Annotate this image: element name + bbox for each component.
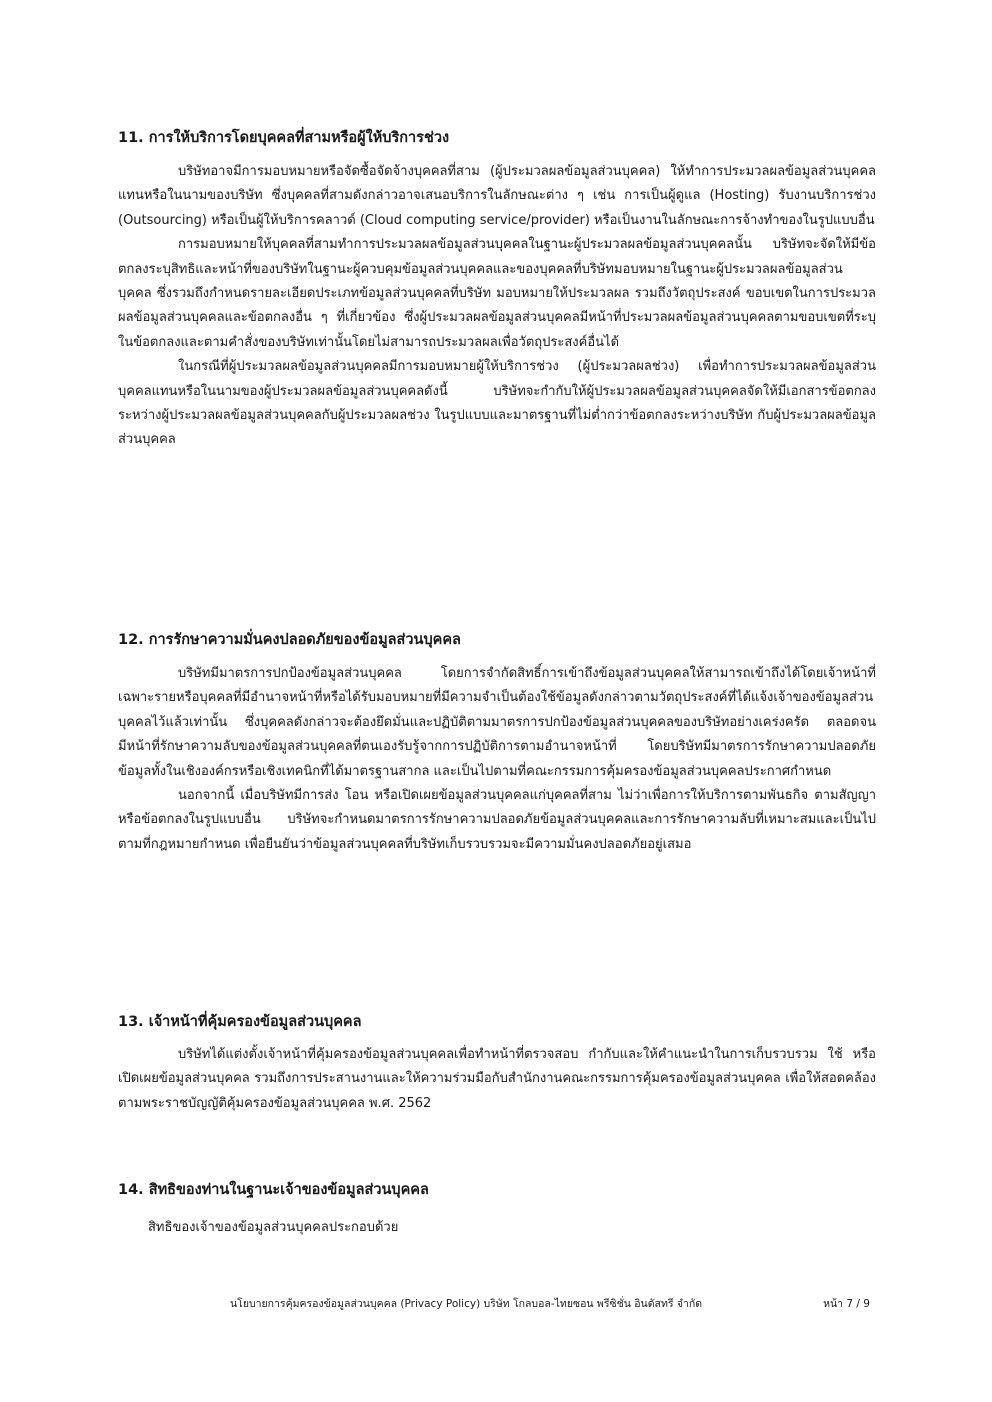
section-12 <box>118 630 876 857</box>
section-13 <box>118 1012 876 1116</box>
section-11 <box>118 128 876 453</box>
footer-document-title: นโยบายการคุ้มครองข้อมูลส่วนบุคคล (Privacy Policy) บริษัท โกลบอล-ไทยซอน พรีซิชั่น อินดัสทรี จำกัด <box>230 1298 703 1310</box>
paragraph: บริษัทมีมาตรการปกป้องข้อมูลส่วนบุคคล โดยการจำกัดสิทธิ์การเข้าถึงข้อมูลส่วนบุคคลให้สามารถเข้าถึงได้โดยเจ้าหน้าที่เฉพาะรายหรือบุคคลที่มีอำนาจหน้าที่หรือได้รับมอบหมายที่มีความจำเป็นต้องใช้ข้อมูลดังกล่าวตามวัตถุประสงค์ที่ได้แจ้งเจ้าของข้อมูลส่วนบุคคลไว้แล้วเท่านั้น ซึ่งบุคคลดังกล่าวจะต้องยึดมั่นและปฏิบัติตามมาตรการปกป้องข้อมูลส่วนบุคคลของบริษัทอย่างเคร่งครัด ตลอดจนมีหน้าที่รักษาความลับของข้อมูลส่วนบุคคลที่ตนเองรับรู้จากการปฏิบัติการตามอำนาจหน้าที่ โดยบริษัทมีมาตรการรักษาความปลอดภัยข้อมูลทั้งในเชิงองค์กรหรือเชิงเทคนิกที่ได้มาตรฐานสากล และเป็นไปตามที่คณะกรรมการคุ้มครองข้อมูลส่วนบุคคลประกาศกำหนด <box>118 666 876 779</box>
paragraph: นอกจากนี้ เมื่อบริษัทมีการส่ง โอน หรือเปิดเผยข้อมูลส่วนบุคคลแก่บุคคลที่สาม ไม่ว่าเพื่อการให้บริการตามพันธกิจ ตามสัญญา หรือข้อตกลงในรูปแบบอื่น บริษัทจะกำหนดมาตรการรักษาความปลอดภัยข้อมูลส่วนบุคคลและการรักษาความลับที่เหมาะสมและเป็นไปตามที่กฎหมายกำหนด เพื่อยืนยันว่าข้อมูลส่วนบุคคลที่บริษัทเก็บรวบรวมจะมีความมั่นคงปลอดภัยอยู่เสมอ <box>118 788 876 852</box>
section-heading: 14. สิทธิของท่านในฐานะเจ้าของข้อมูลส่วนบุคคล <box>118 1182 429 1198</box>
paragraph: บริษัทได้แต่งตั้งเจ้าหน้าที่คุ้มครองข้อมูลส่วนบุคคลเพื่อทำหน้าที่ตรวจสอบ กำกับและให้คำแนะนำในการเก็บรวบรวม ใช้ หรือเปิดเผยข้อมูลส่วนบุคคล รวมถึงการประสานงานและให้ความร่วมมือกับสำนักงานคณะกรรมการคุ้มครองข้อมูลส่วนบุคคล เพื่อให้สอดคล้องตามพระราชบัญญัติคุ้มครองข้อมูลส่วนบุคคล พ.ศ. 2562 <box>118 1047 876 1111</box>
paragraph: สิทธิของเจ้าของข้อมูลส่วนบุคคลประกอบด้วย <box>148 1220 399 1235</box>
section-heading: 11. การให้บริการโดยบุคคลที่สามหรือผู้ให้บริการช่วง <box>118 130 450 146</box>
section-heading: 12. การรักษาความมั่นคงปลอดภัยของข้อมูลส่วนบุคคล <box>118 632 461 648</box>
footer-page-number: หน้า 7 / 9 <box>823 1298 870 1310</box>
paragraph: การมอบหมายให้บุคคลที่สามทำการประมวลผลข้อมูลส่วนบุคคลในฐานะผู้ประมวลผลข้อมูลส่วนบุคคลนั้น บริษัทจะจัดให้มีข้อตกลงระบุสิทธิและหน้าที่ของบริษัทในฐานะผู้ควบคุมข้อมูลส่วนบุคคลและของบุคคลที่บริษัทมอบหมายในฐานะผู้ประมวลผลข้อมูลส่วนบุคคล ซึ่งรวมถึงกำหนดรายละเอียดประเภทข้อมูลส่วนบุคคลที่บริษัท มอบหมายให้ประมวลผล รวมถึงวัตถุประสงค์ ขอบเขตในการประมวลผลข้อมูลส่วนบุคคลและข้อตกลงอื่น ๆ ที่เกี่ยวข้อง ซึ่งผู้ประมวลผลข้อมูลส่วนบุคคลมีหน้าที่ประมวลผลข้อมูลส่วนบุคคลตามขอบเขตที่ระบุในข้อตกลงและตามคำสั่งของบริษัทเท่านั้นโดยไม่สามารถประมวลผลเพื่อวัตถุประสงค์อื่นได้ <box>118 237 876 350</box>
paragraph: บริษัทอาจมีการมอบหมายหรือจัดซื้อจัดจ้างบุคคลที่สาม (ผู้ประมวลผลข้อมูลส่วนบุคคล) ให้ทำการประมวลผลข้อมูลส่วนบุคคลแทนหรือในนามของบริษัท ซึ่งบุคคลที่สามดังกล่าวอาจเสนอบริการในลักษณะต่าง ๆ เช่น การเป็นผู้ดูแล (Hosting) รับงานบริการช่วง (Outsourcing) หรือเป็นผู้ให้บริการคลาวด์ (Cloud computing service/provider) หรือเป็นงานในลักษณะการจ้างทำของในรูปแบบอื่น <box>118 164 876 228</box>
section-14 <box>118 1180 876 1240</box>
paragraph: ในกรณีที่ผู้ประมวลผลข้อมูลส่วนบุคคลมีการมอบหมายผู้ให้บริการช่วง (ผู้ประมวลผลช่วง) เพื่อทำการประมวลผลข้อมูลส่วนบุคคลแทนหรือในนามของผู้ประมวลผลข้อมูลส่วนบุคคลดังนี้ บริษัทจะกำกับให้ผู้ประมวลผลข้อมูลส่วนบุคคลจัดให้มีเอกสารข้อตกลงระหว่างผู้ประมวลผลข้อมูลส่วนบุคคลกับผู้ประมวลผลช่วง ในรูปแบบและมาตรฐานที่ไม่ต่ำกว่าข้อตกลงระหว่างบริษัท กับผู้ประมวลผลข้อมูลส่วนบุคคล <box>118 359 876 448</box>
section-heading: 13. เจ้าหน้าที่คุ้มครองข้อมูลส่วนบุคคล <box>118 1014 362 1030</box>
